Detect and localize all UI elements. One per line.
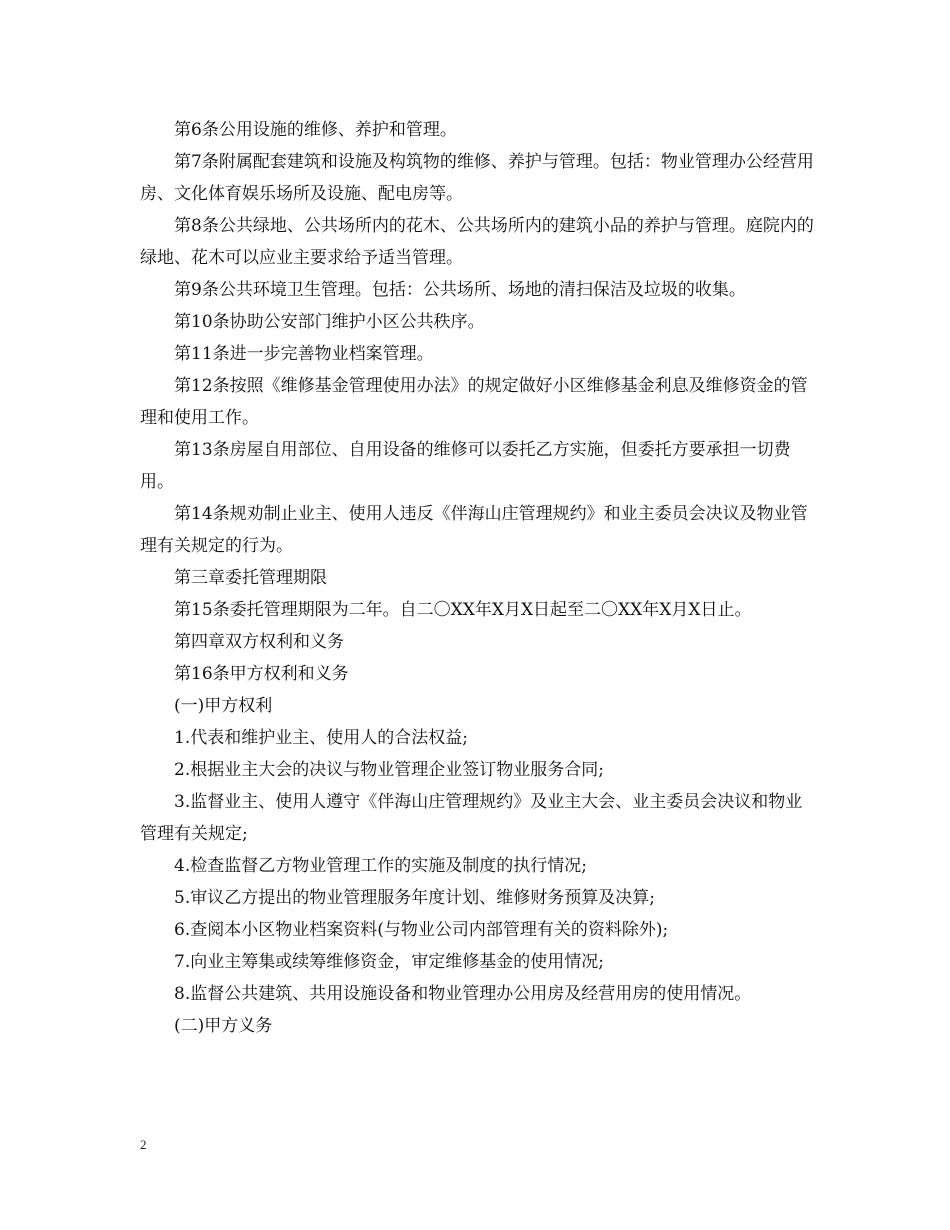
article-15: 第15条委托管理期限为二年。自二〇XX年X月X日起至二〇XX年X月X日止。 [174,600,752,620]
section-party-a-rights: (一)甲方权利 [174,696,273,716]
document-body [140,114,815,1042]
chapter-4-heading: 第四章双方权利和义务 [174,632,344,652]
section-party-a-duties: (二)甲方义务 [174,1016,273,1036]
list-item: 4.检查监督乙方物业管理工作的实施及制度的执行情况; [174,856,587,876]
article-8: 第8条公共绿地、公共场所内的花木、公共场所内的建筑小品的养护与管理。庭院内的绿地、花木可以应业主要求给予适当管理。 [140,216,814,268]
list-item: 8.监督公共建筑、共用设施设备和物业管理办公用房及经营用房的使用情况。 [174,984,752,1004]
chapter-3-heading: 第三章委托管理期限 [174,568,327,588]
article-13: 第13条房屋自用部位、自用设备的维修可以委托乙方实施，但委托方要承担一切费用。 [140,440,791,492]
article-11: 第11条进一步完善物业档案管理。 [174,344,434,364]
list-item: 1.代表和维护业主、使用人的合法权益; [174,728,468,748]
article-9: 第9条公共环境卫生管理。包括：公共场所、场地的清扫保洁及垃圾的收集。 [174,280,746,300]
article-14: 第14条规劝制止业主、使用人违反《伴海山庄管理规约》和业主委员会决议及物业管理有关规定的行为。 [140,504,808,556]
list-item: 5.审议乙方提出的物业管理服务年度计划、维修财务预算及决算; [174,888,655,908]
article-16: 第16条甲方权利和义务 [174,664,349,684]
article-10: 第10条协助公安部门维护小区公共秩序。 [174,312,485,332]
list-item: 2.根据业主大会的决议与物业管理企业签订物业服务合同; [174,760,604,780]
list-item: 7.向业主筹集或续筹维修资金，审定维修基金的使用情况; [174,952,604,972]
page-number: 2 [140,1137,147,1152]
list-item: 3.监督业主、使用人遵守《伴海山庄管理规约》及业主大会、业主委员会决议和物业管理有关规定; [140,792,803,844]
list-item: 6.查阅本小区物业档案资料(与物业公司内部管理有关的资料除外); [174,920,669,940]
article-7: 第7条附属配套建筑和设施及构筑物的维修、养护与管理。包括：物业管理办公经营用房、文化体育娱乐场所及设施、配电房等。 [140,152,814,204]
article-6: 第6条公用设施的维修、养护和管理。 [174,120,457,140]
article-12: 第12条按照《维修基金管理使用办法》的规定做好小区维修基金利息及维修资金的管理和使用工作。 [140,376,808,428]
